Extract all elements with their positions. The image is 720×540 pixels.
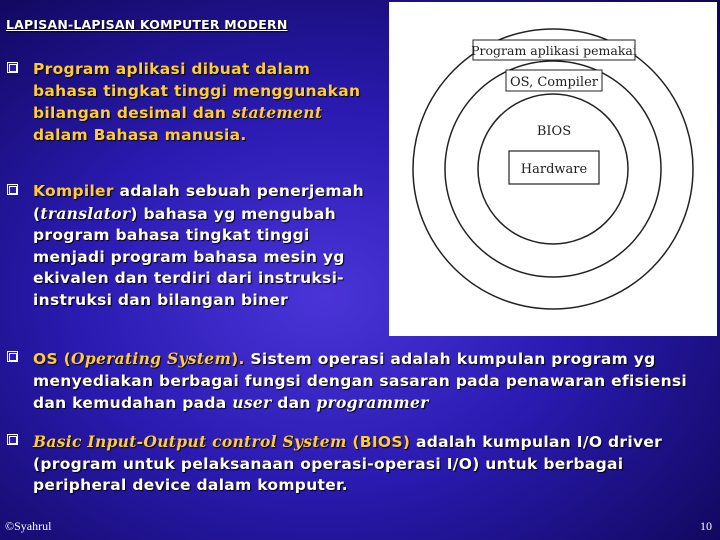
bullet-text-segment: ). <box>231 350 245 368</box>
computer-layers-diagram <box>389 2 717 336</box>
bullet-text-segment: Sistem operasi adalah kumpulan program yg menyediakan berbagai fungsi dengan sasaran pada penawaran efisiensi dan kemudahan pada <box>33 350 688 412</box>
bullet-text-segment: user <box>232 393 272 412</box>
bullet-text-segment: OS ( <box>33 350 72 368</box>
bullet-text <box>7 59 367 146</box>
bullet-text-segment: Operating System <box>71 349 232 368</box>
layers-svg <box>389 2 717 336</box>
layer-label-2: BIOS <box>536 124 572 139</box>
square-bullet-icon <box>7 434 18 445</box>
bullet-text-segment: ) bahasa yg mengubah program bahasa tingkat tinggi menjadi program bahasa mesin yg ekivalen dan terdiri dari instruksi-instruksi dan bilangan biner <box>33 204 345 309</box>
layer-label-3: Hardware <box>520 162 588 177</box>
bullet-text <box>7 348 707 415</box>
square-bullet-icon <box>7 184 18 195</box>
bullet-text-segment: dan <box>271 394 317 412</box>
slide-title: LAPISAN-LAPISAN KOMPUTER MODERN <box>6 17 288 32</box>
bullet-text-segment: statement <box>231 103 323 122</box>
bullet-os <box>7 348 707 415</box>
bullet-bios <box>7 431 707 497</box>
bullet-text-segment: programmer <box>316 393 429 412</box>
bullet-text-segment: adalah kumpulan I/O driver (program untuk pelaksanaan operasi-operasi I/O) untuk berbagai peripheral device dalam komputer. <box>33 433 663 494</box>
square-bullet-icon <box>7 351 18 362</box>
author-credit: ©Syahrul <box>5 519 52 533</box>
bullet-text-segment: adalah sebuah penerjemah ( <box>33 182 364 223</box>
bullet-text <box>7 431 707 497</box>
square-bullet-icon <box>7 62 18 73</box>
bullet-program-aplikasi <box>7 59 367 146</box>
bullet-text-segment: Kompiler <box>33 182 114 200</box>
bullet-text-segment: dalam Bahasa manusia. <box>33 125 247 144</box>
page-number: 10 <box>700 519 712 533</box>
bullet-text <box>7 181 387 311</box>
bullet-text-segment: translator <box>40 203 131 223</box>
bullet-text-segment: Basic Input-Output control System <box>33 432 347 451</box>
bullet-text-segment: Program aplikasi dibuat dalam bahasa tingkat tinggi menggunakan bilangan desimal dan <box>33 60 361 122</box>
layer-label-0: Program aplikasi pemakai <box>471 43 637 58</box>
bullet-kompiler <box>7 181 387 311</box>
layer-label-1: OS, Compiler <box>509 75 599 90</box>
bullet-text-segment: (BIOS) <box>346 433 411 451</box>
